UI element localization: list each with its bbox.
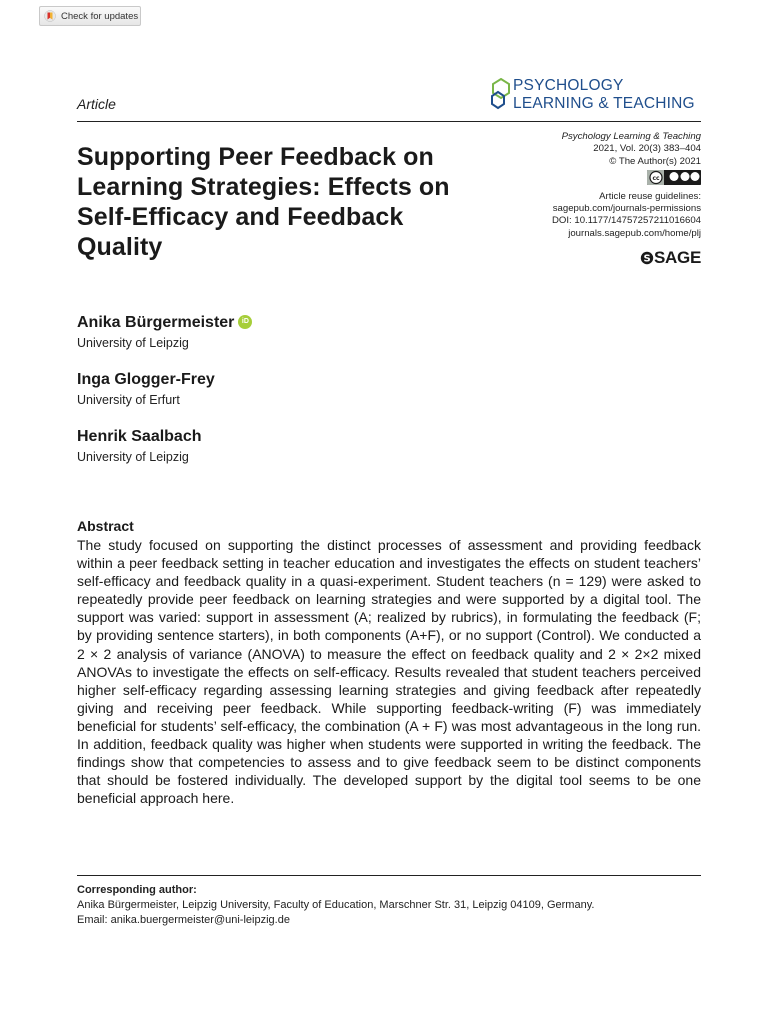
author-2-affiliation: University of Erfurt (77, 393, 180, 407)
journal-logo-line1: PSYCHOLOGY (513, 77, 624, 94)
doi[interactable]: DOI: 10.1177/14757257211016604 (551, 215, 701, 227)
footer-divider (77, 875, 701, 876)
check-for-updates-label: Check for updates (61, 10, 139, 22)
paper-title: Supporting Peer Feedback on Learning Strategies: Effects on Self-Efficacy and Feedback Quality (77, 143, 450, 261)
reuse-guidelines-label: Article reuse guidelines: (599, 190, 701, 202)
abstract-heading: Abstract (77, 518, 134, 534)
sage-s-icon (640, 251, 654, 265)
copyright: © The Author(s) 2021 (609, 155, 701, 167)
author-2-name[interactable]: Inga Glogger-Frey (77, 371, 215, 388)
corresponding-author-heading: Corresponding author: (77, 884, 197, 896)
author-3-name[interactable]: Henrik Saalbach (77, 428, 202, 445)
corresponding-author-address: Anika Bürgermeister, Leipzig University, Faculty of Education, Marschner Str. 31, Leipzig 04109, Germany. (77, 899, 595, 911)
sage-logo[interactable] (640, 248, 701, 268)
article-type: Article (77, 96, 116, 112)
author-1-name: Anika Bürgermeister (77, 314, 235, 331)
journal-logo-line2: LEARNING & TEACHING (513, 95, 695, 112)
author-name[interactable] (77, 314, 252, 332)
corresponding-author (77, 883, 701, 928)
check-for-updates-button[interactable] (39, 6, 141, 26)
header-divider (77, 121, 701, 122)
bookmark-icon (44, 10, 56, 22)
publication-meta (552, 131, 701, 240)
sage-logo-text: SAGE (654, 248, 701, 267)
author-3-affiliation: University of Leipzig (77, 450, 189, 464)
svg-text:cc: cc (652, 175, 660, 183)
hexagon-logo-icon (490, 78, 512, 112)
journal-url[interactable]: journals.sagepub.com/home/plj (568, 227, 701, 239)
volume-info: 2021, Vol. 20(3) 383–404 (593, 143, 701, 155)
journal-name: Psychology Learning & Teaching (561, 131, 701, 142)
creative-commons-license-icon[interactable] (647, 170, 701, 185)
author-1-affiliation: University of Leipzig (77, 336, 189, 350)
corresponding-author-email[interactable]: Email: anika.buergermeister@uni-leipzig.de (77, 914, 290, 926)
svg-text:S: S (643, 253, 651, 265)
reuse-guidelines-link[interactable]: sagepub.com/journals-permissions (552, 203, 701, 215)
abstract-text: The study focused on supporting the distinct processes of assessment and providing feedback within a peer feedback setting in teacher education and investigates the effects on student teachers’ self-efficacy and feedback quality in a quasi-experiment. Student teachers (n = 129) were asked to repeatedly provide peer feedback on learning strategies and were supported by a digital tool. The support was varied: support in assessment (A; realized by rubrics), in formulating the feedback (F; by providing sentence starters), in both components (A+F), or no support (Control). We conducted a 2 × 2 analysis of variance (ANOVA) to measure the effect on feedback quality and 2 × 2×2 mixed ANOVAs to investigate the effects on self-efficacy. Results revealed that student teachers perceived higher self-efficacy regarding assessing learning strategies and giving feedback after repeatedly giving and receiving peer feedback. While supporting feedback-writing (F) was immediately beneficial for students’ self-efficacy, the combination (A + F) was most advantageous in the long run. In addition, feedback quality was higher when students were supported in writing the feedback. The findings show that competencies to assess and to give feedback seem to be distinct components that should be fostered individually. The developed support by the digital tool seems to be one beneficial approach here. (77, 537, 701, 807)
journal-logo[interactable] (490, 77, 702, 113)
orcid-icon[interactable]: iD (238, 315, 252, 329)
